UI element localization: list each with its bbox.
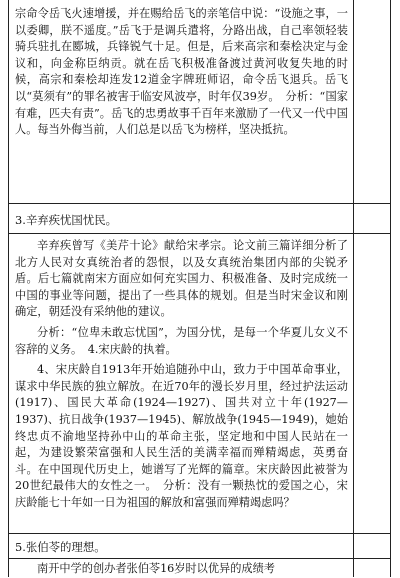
row-divider	[9, 558, 390, 559]
song-qingling-story-text: 4、宋庆龄自1913年开始追随孙中山，致力于中国革命事业，谋求中华民族的独立解放。在近70年的漫长岁月里，经过护法运动(1917)、国民大革命(1924—1927)、国共对立十年(1927—1937)、抗日战争(1937—1945)、解放战争(1945—1949)，她始终忠贞不渝地坚持孙中山的革命主张，坚定地和中国人民站在一起，为建设繁荣富强和人民生活的美满幸福而殚精竭虑，英勇奋斗。在中国现代历史上，她谱写了光辉的篇章。宋庆龄因此被誉为20世纪最伟大的女性之一。 分析：没有一颗热忱的爱国之心，宋庆龄能七十年如一日为祖国的解放和富强而殚精竭虑吗？	[15, 363, 348, 509]
section-5-heading: 5.张伯苓的理想。	[15, 540, 106, 554]
xin-qiji-analysis-text: 分析：“位卑未敢忘忧国”，为国分忧，是每一个华夏儿女义不容辞的义务。 4.宋庆龄的执着。	[15, 325, 348, 356]
row-divider	[9, 533, 390, 534]
yue-fei-story-text: 宗命令岳飞火速增援，并在赐给岳飞的亲笔信中说：“设施之事，一以委卿，朕不遥度。”岳飞于是调兵遣将，分路出战，自己率领轻装骑兵驻扎在郾城，兵锋锐气十足。但是，后来高宗和秦桧决定与金议和，向金称臣纳贡。就在岳飞积极准备渡过黄河收复失地的时候，高宗和秦桧却连发12道金字牌班师诏，命令岳飞退兵。岳飞以“莫须有”的罪名被害于临安风波亭，时年仅39岁。 分析：“国家有难，匹夫有责”。岳飞的忠勇故事千百年来激励了一代又一代中国人。每当外侮当前，人们总是以岳飞为榜样，坚决抵抗。	[15, 7, 348, 137]
yue-fei-story-cell	[15, 6, 348, 139]
xin-qiji-story-text: 辛弃疾曾写《美芹十论》献给宋孝宗。论文前三篇详细分析了北方人民对女真统治者的怨恨，以及女真统治集团内部的尖锐矛盾。后七篇就南宋方面应如何充实国力、积极准备、及时完成统一中国的事业等问题，提出了一些具体的规划。但是当时宋金议和刚确定，朝廷没有采纳他的建议。	[15, 239, 348, 319]
column-divider	[353, 0, 354, 577]
section-3-heading: 3.辛弃疾忧国忧民。	[15, 213, 117, 227]
zhang-boling-story-text: 南开中学的创办者张伯苓16岁时以优异的成绩考	[37, 562, 275, 575]
row-divider	[9, 233, 390, 234]
row-divider	[9, 203, 390, 204]
zhang-boling-cell	[15, 561, 348, 578]
xin-qiji-cell	[15, 238, 348, 512]
document-table	[8, 0, 391, 577]
